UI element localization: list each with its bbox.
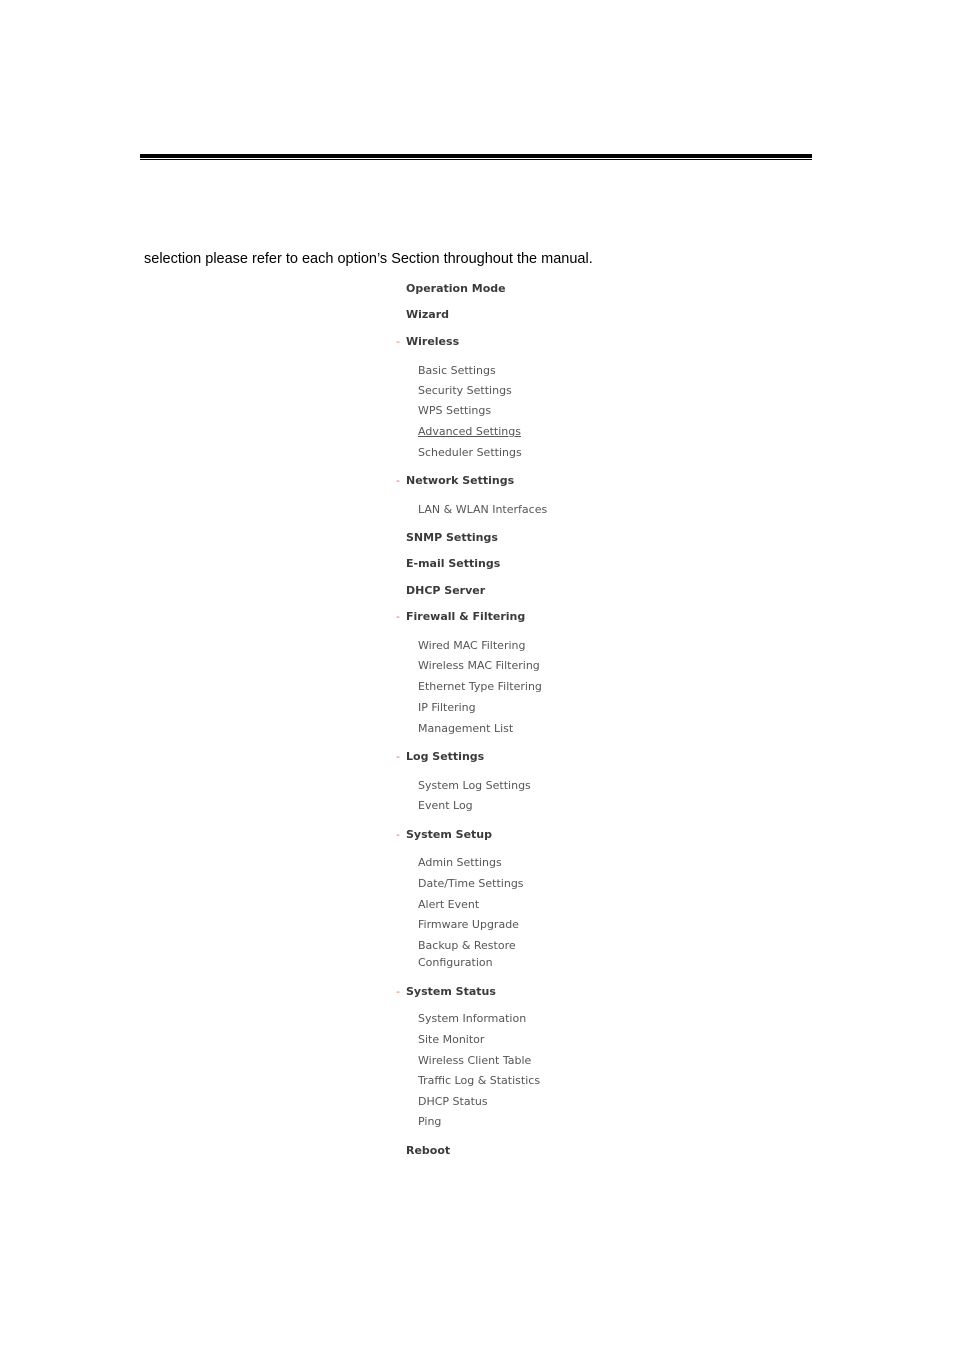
menu-item-ethernet-type-filtering[interactable]: Ethernet Type Filtering bbox=[418, 680, 542, 693]
menu-group-log-settings[interactable] bbox=[396, 750, 485, 764]
menu-group-wireless[interactable] bbox=[396, 335, 460, 349]
menu-item-admin-settings[interactable]: Admin Settings bbox=[418, 856, 502, 869]
menu-item-advanced-settings[interactable]: Advanced Settings bbox=[418, 425, 521, 438]
menu-group-network-settings[interactable] bbox=[396, 474, 515, 488]
menu-item-scheduler-settings[interactable]: Scheduler Settings bbox=[418, 446, 522, 459]
menu-item-system-information[interactable]: System Information bbox=[418, 1012, 527, 1025]
menu-item-basic-settings[interactable]: Basic Settings bbox=[418, 364, 496, 377]
menu-item-reboot[interactable]: Reboot bbox=[406, 1144, 451, 1157]
menu-item-traffic-log-statistics[interactable]: Traffic Log & Statistics bbox=[418, 1074, 541, 1087]
menu-item-wireless-client-table[interactable]: Wireless Client Table bbox=[418, 1054, 532, 1067]
menu-item-wireless-mac-filtering[interactable]: Wireless MAC Filtering bbox=[418, 659, 540, 672]
menu-group-label: Network Settings bbox=[406, 474, 515, 487]
collapse-icon[interactable]: - bbox=[396, 828, 400, 841]
collapse-icon[interactable]: - bbox=[396, 610, 400, 623]
menu-item-alert-event[interactable]: Alert Event bbox=[418, 898, 480, 911]
collapse-icon[interactable]: - bbox=[396, 335, 400, 348]
menu-item-security-settings[interactable]: Security Settings bbox=[418, 384, 512, 397]
menu-item-firmware-upgrade[interactable]: Firmware Upgrade bbox=[418, 918, 519, 931]
intro-paragraph: selection please refer to each option’s Section throughout the manual. bbox=[144, 251, 593, 267]
menu-group-system-status[interactable] bbox=[396, 985, 496, 999]
menu-group-label: Wireless bbox=[406, 335, 460, 348]
menu-group-firewall-filtering[interactable] bbox=[396, 610, 526, 624]
collapse-icon[interactable]: - bbox=[396, 985, 400, 998]
menu-group-label: Log Settings bbox=[406, 750, 485, 763]
menu-item-date-time-settings[interactable]: Date/Time Settings bbox=[418, 877, 524, 890]
menu-group-label: System Setup bbox=[406, 828, 492, 841]
collapse-icon[interactable]: - bbox=[396, 474, 400, 487]
menu-item-configuration[interactable]: Configuration bbox=[418, 956, 493, 969]
menu-item-wired-mac-filtering[interactable]: Wired MAC Filtering bbox=[418, 639, 526, 652]
collapse-icon[interactable]: - bbox=[396, 750, 400, 763]
menu-item-snmp-settings[interactable]: SNMP Settings bbox=[406, 531, 498, 544]
menu-item-system-log-settings[interactable]: System Log Settings bbox=[418, 779, 531, 792]
menu-item-ping[interactable]: Ping bbox=[418, 1115, 442, 1128]
menu-item-email-settings[interactable]: E-mail Settings bbox=[406, 557, 501, 570]
menu-item-wizard[interactable]: Wizard bbox=[406, 308, 450, 321]
menu-item-dhcp-status[interactable]: DHCP Status bbox=[418, 1095, 488, 1108]
menu-item-operation-mode[interactable]: Operation Mode bbox=[406, 282, 506, 295]
menu-group-label: Firewall & Filtering bbox=[406, 610, 526, 623]
menu-group-system-setup[interactable] bbox=[396, 828, 492, 842]
menu-item-dhcp-server[interactable]: DHCP Server bbox=[406, 584, 486, 597]
menu-item-ip-filtering[interactable]: IP Filtering bbox=[418, 701, 476, 714]
menu-item-management-list[interactable]: Management List bbox=[418, 722, 514, 735]
menu-item-wps-settings[interactable]: WPS Settings bbox=[418, 404, 492, 417]
menu-item-lan-wlan-interfaces[interactable]: LAN & WLAN Interfaces bbox=[418, 503, 548, 516]
menu-item-site-monitor[interactable]: Site Monitor bbox=[418, 1033, 485, 1046]
menu-item-event-log[interactable]: Event Log bbox=[418, 799, 473, 812]
menu-group-label: System Status bbox=[406, 985, 496, 998]
menu-item-backup-restore[interactable]: Backup & Restore bbox=[418, 939, 516, 952]
